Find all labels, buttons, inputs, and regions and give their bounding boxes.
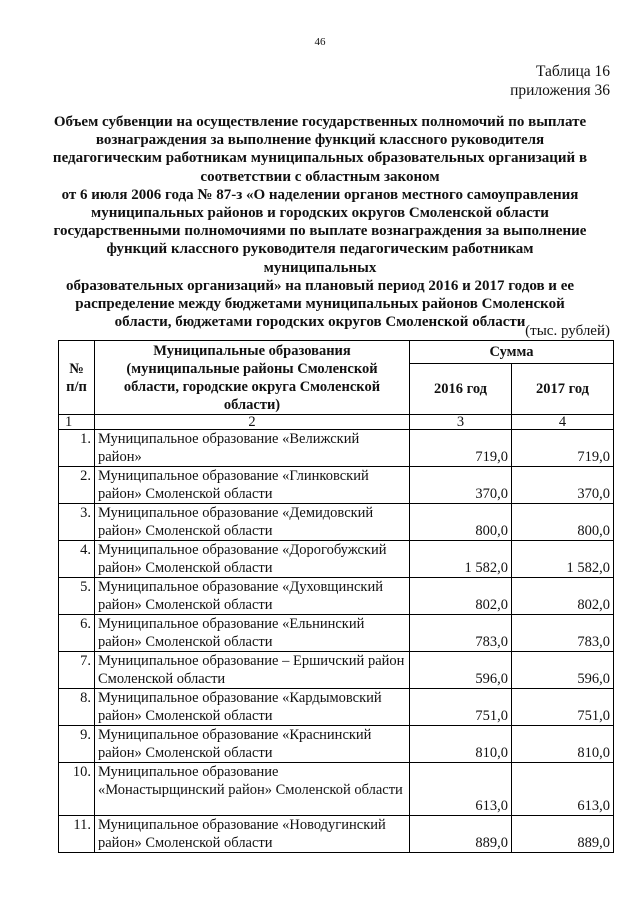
value-2016: 800,0 — [410, 504, 512, 541]
table-row — [59, 430, 614, 467]
row-number: 5. — [59, 578, 95, 615]
column-number: 3 — [410, 415, 512, 430]
title-line: от 6 июля 2006 года № 87-з «О наделении органов местного самоуправления — [61, 186, 579, 203]
table-row — [59, 689, 614, 726]
row-number: 7. — [59, 652, 95, 689]
municipality-name: Муниципальное образование «Духовщинский район» Смоленской области — [95, 578, 410, 615]
table-row — [59, 504, 614, 541]
value-2017: 751,0 — [512, 689, 614, 726]
municipality-name: Муниципальное образование «Дорогобужский район» Смоленской области — [95, 541, 410, 578]
municipality-name: Муниципальное образование «Глинковский район» Смоленской области — [95, 467, 410, 504]
municipality-name: Муниципальное образование «Ельнинский район» Смоленской области — [95, 615, 410, 652]
value-2016: 889,0 — [410, 816, 512, 853]
table-row — [59, 615, 614, 652]
table-row — [59, 763, 614, 816]
column-number: 1 — [59, 415, 95, 430]
table-reference-line2: приложения 36 — [510, 82, 610, 99]
row-number: 4. — [59, 541, 95, 578]
value-2016: 370,0 — [410, 467, 512, 504]
municipality-name: Муниципальное образование – Ершичский район Смоленской области — [95, 652, 410, 689]
municipality-name: Муниципальное образование «Монастырщинский район» Смоленской области — [95, 763, 410, 816]
document-title — [50, 113, 590, 331]
header-2016: 2016 год — [410, 364, 512, 415]
value-2016: 613,0 — [410, 763, 512, 816]
value-2016: 719,0 — [410, 430, 512, 467]
municipality-name: Муниципальное образование «Кардымовский район» Смоленской области — [95, 689, 410, 726]
value-2017: 719,0 — [512, 430, 614, 467]
title-line: функций классного руководителя педагогическим работникам муниципальных — [106, 241, 534, 276]
header-2017: 2017 год — [512, 364, 614, 415]
header-name: Муниципальные образования (муниципальные районы Смоленской области, городские округа Смоленской области) — [95, 341, 410, 415]
row-number: 11. — [59, 816, 95, 853]
header-num: № п/п — [59, 341, 95, 415]
table-row — [59, 541, 614, 578]
row-number: 10. — [59, 763, 95, 816]
value-2017: 783,0 — [512, 615, 614, 652]
value-2016: 751,0 — [410, 689, 512, 726]
subvention-table — [58, 340, 614, 853]
municipality-name: Муниципальное образование «Краснинский район» Смоленской области — [95, 726, 410, 763]
title-line: вознаграждения за выполнение функций классного руководителя — [95, 132, 545, 149]
column-number: 2 — [95, 415, 410, 430]
title-line: педагогическим работникам муниципальных образовательных организаций в — [52, 150, 588, 167]
row-number: 6. — [59, 615, 95, 652]
title-line: области, бюджетами городских округов Смоленской области — [114, 314, 526, 331]
title-line: Объем субвенции на осуществление государственных полномочий по выплате — [53, 114, 587, 130]
value-2017: 613,0 — [512, 763, 614, 816]
value-2017: 889,0 — [512, 816, 614, 853]
column-number: 4 — [512, 415, 614, 430]
value-2016: 596,0 — [410, 652, 512, 689]
value-2016: 802,0 — [410, 578, 512, 615]
table-row — [59, 467, 614, 504]
row-number: 3. — [59, 504, 95, 541]
title-line: государственными полномочиями по выплате вознаграждения за выполнение — [53, 223, 587, 240]
title-line: распределение между бюджетами муниципальных районов Смоленской — [75, 296, 565, 313]
table-row — [59, 578, 614, 615]
value-2016: 810,0 — [410, 726, 512, 763]
header-sum: Сумма — [410, 341, 614, 364]
municipality-name: Муниципальное образование «Новодугинский район» Смоленской области — [95, 816, 410, 853]
table-reference-line1: Таблица 16 — [535, 63, 610, 80]
title-line: соответствии с областным законом — [200, 168, 440, 185]
table-row — [59, 726, 614, 763]
row-number: 9. — [59, 726, 95, 763]
column-number-row — [59, 415, 614, 430]
value-2017: 370,0 — [512, 467, 614, 504]
title-line: образовательных организаций» на плановый период 2016 и 2017 годов и ее — [65, 277, 575, 294]
value-2017: 800,0 — [512, 504, 614, 541]
value-2017: 810,0 — [512, 726, 614, 763]
table-reference — [510, 62, 610, 100]
municipality-name: Муниципальное образование «Демидовский район» Смоленской области — [95, 504, 410, 541]
row-number: 8. — [59, 689, 95, 726]
units-label: (тыс. рублей) — [525, 323, 610, 339]
municipality-name: Муниципальное образование «Велижский район» — [95, 430, 410, 467]
value-2016: 1 582,0 — [410, 541, 512, 578]
title-line: муниципальных районов и городских округов Смоленской области — [91, 205, 549, 222]
table-row — [59, 816, 614, 853]
value-2016: 783,0 — [410, 615, 512, 652]
row-number: 1. — [59, 430, 95, 467]
value-2017: 1 582,0 — [512, 541, 614, 578]
page-number: 46 — [314, 36, 326, 48]
row-number: 2. — [59, 467, 95, 504]
value-2017: 802,0 — [512, 578, 614, 615]
value-2017: 596,0 — [512, 652, 614, 689]
table-row — [59, 652, 614, 689]
